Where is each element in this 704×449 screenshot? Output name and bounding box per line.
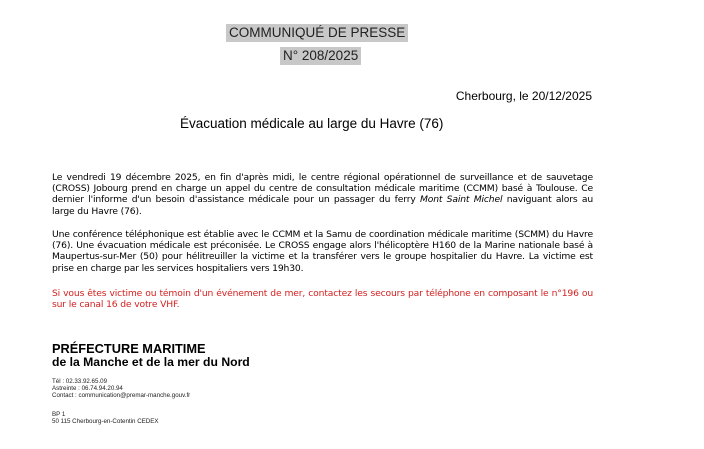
press-release-label: COMMUNIQUÉ DE PRESSE xyxy=(226,24,408,42)
paragraph-safety-notice: Si vous êtes victime ou témoin d'un événement de mer, contactez les secours par téléphone en composant le n°196 ou sur le canal 16 de votre VHF. xyxy=(52,288,593,311)
ship-name: Mont Saint Michel xyxy=(419,194,503,206)
place-date: Cherbourg, le 20/12/2025 xyxy=(455,89,592,103)
contact-astreinte: Astreinte : 06.74.94.20.94 xyxy=(52,385,123,393)
contact-block xyxy=(52,378,190,400)
paragraph-incident-text-end: naviguant alors au large du Havre (76). xyxy=(52,194,593,217)
address-bp: BP 1 xyxy=(52,411,66,418)
contact-tel: Tél : 02.33.92.65.09 xyxy=(52,378,108,385)
organization-block xyxy=(52,342,250,369)
paragraph-incident xyxy=(52,172,593,217)
organization-subtitle: de la Manche et de la mer du Nord xyxy=(52,355,250,369)
contact-email: Contact : communication@premar-manche.gouv.fr xyxy=(52,392,191,400)
address-city: 50 115 Cherbourg-en-Cotentin CEDEX xyxy=(52,418,159,426)
paragraph-evacuation: Une conférence téléphonique est établie avec le CCMM et la Samu de coordination médicale maritime (SCMM) du Havre (76). Une évacuation médicale est préconisée. Le CROSS engage alors l'hélicoptère H160 de la Marine nationale basé à Maupertus-sur-Mer (50) pour hélitreuiller la victime et la transférer vers le groupe hospitalier du Havre. La victime est prise en charge par les services hospitaliers vers 19h30. xyxy=(52,229,593,274)
address-block xyxy=(52,411,159,425)
press-release-number: N° 208/2025 xyxy=(280,47,361,65)
page-title: Évacuation médicale au large du Havre (76) xyxy=(180,116,444,131)
organization-name: PRÉFECTURE MARITIME xyxy=(52,341,206,356)
paragraph-incident-text: Le vendredi 19 décembre 2025, en fin d'après midi, le centre régional opérationnel de surveillance et de sauvetage (CROSS) Jobourg prend en charge un appel du centre de consultation médicale maritime (CCMM) basé à Toulouse. Ce dernier l'informe d'un besoin d'assistance médicale pour un passager du ferry xyxy=(52,172,593,206)
